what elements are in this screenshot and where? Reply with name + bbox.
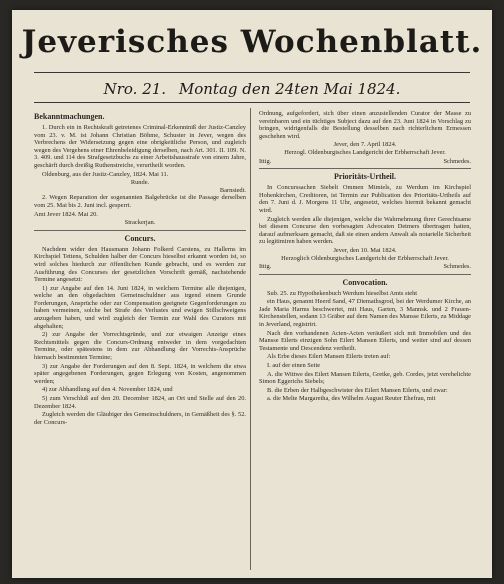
signature-left: Ittig.	[259, 263, 272, 271]
concurs-paragraph: 3) zur Angabe der Forderungen auf den 8. Sept. 1824, in welchem die etwa später angegebenen Forderungen, gegen Erlegung von Kosten, angenommen werden;	[34, 362, 246, 385]
notice-signature-row	[34, 211, 246, 219]
divider	[34, 230, 246, 231]
divider	[259, 168, 471, 169]
masthead-title: Jeverisches Wochenblatt.	[21, 24, 483, 60]
signature-left: Ittig.	[259, 157, 272, 165]
notice-signer-top: Barnstedt.	[219, 186, 246, 194]
issue-date: Montag den 24ten Mai 1824.	[178, 80, 401, 98]
concurs-paragraph: Zugleich werden die Gläubiger des Gemeinschuldners, in Gemäßheit des §. 52. der Concurs-	[34, 411, 246, 426]
signature-date: Jever, den 10. Mai 1824.	[333, 246, 397, 254]
convocation-list-item: a. die Melte Margaretha, des Wilhelm August Reuter Ehefrau, mit	[267, 395, 436, 403]
issue-number: Nro. 21.	[103, 80, 167, 98]
concurs-paragraph: 4) zur Abhandlung auf den 4. November 1824, und	[42, 386, 173, 394]
convocation-paragraph: ein Haus, genannt Heerd Sand, 47 Diemathsgrod, bei der Werdumer Kirche, an Jade Maria Harms beschwertet, mit Haus, Garten, 3 Mannsk. und 2 Frauen-Kirchenstellen, sodann 13 Gräber auf dem Namen des Mansse Eilerts, zu Middage in Jeverland, registrirt.	[259, 298, 471, 329]
signature-right: Schmedes.	[443, 157, 471, 165]
notice-paragraph: 2. Wegen Reparation der sogenannten Balgebrücke ist die Passage derselben vom 25. Mai bis 2. Juni incl. gesperrt.	[34, 194, 246, 209]
left-column	[34, 110, 246, 427]
convocation-list-item: A. die Wittwe des Eilert Mansen Eilerts, Gretke, geb. Cordes, jetzt verehelichte Simon Eggerichs Siebels;	[259, 370, 471, 386]
notice-place-date: Amt Jever 1824. Mai 20.	[34, 210, 98, 218]
concurs-paragraph: 1) zur Angabe auf den 14. Juni 1824, in welchem Termine alle diejenigen, welche an den obgedachten Gemeinschuldner aus irgend einem Grunde Forderungen, Ansprüche oder zur Compensation geeignete Gegenforderungen zu haben vermeinen, solche bei Strafe des Verlustes und ewigen Stillschweigens anzugeben haben, und wird zugleich der Termin zur Wahl des Curators mit abgehalten;	[34, 284, 246, 330]
section-title-convocation: Convocation.	[342, 277, 388, 287]
convocation-paragraph: Sub. 25. zu Hypothekenbuch Werdum hieselbst Amts steht	[267, 289, 418, 297]
issue-rule	[34, 102, 470, 103]
signature-court: Herzoglich Oldenburgisches Landgericht der Erbherrschaft Jever.	[281, 254, 449, 262]
section-title-concurs: Concurs.	[124, 233, 156, 243]
column-divider	[250, 108, 251, 570]
concurs-paragraph: 2) zur Angabe der Vorrechtsgründe, und zur etwaigen Anzeige eines Rechtsmittels gegen die Concurs-Ordnung entweder in dem vorgedachten Termine, oder spätestens in dem zur Abhandlung der Vorrechts-Ansprüche hiernach bestimmten Termine;	[34, 331, 246, 362]
concurs-paragraph: Nachdem wider den Hausmann Johann Folkerd Carstens, zu Hallerns im Kirchspiel Tettens, Schulden halber der Concurs hieselbst erkannt worden ist, so wird solches hiedurch zur öffentlichen Kunde gebracht, und es werden zur Ausführung des Concurses der gesetzlichen Vorschrift gemäß, nachstehende Termine angesetzt:	[34, 245, 246, 284]
notice-signer: Strackerjan.	[124, 219, 156, 227]
concurs-paragraph: 5) zum Verschluß auf den 20. December 1824, an Ort und Stelle auf den 20. Dezember 1824.	[34, 395, 246, 410]
issue-line	[12, 80, 492, 98]
convocation-list-item: B. die Erben der Halbgeschwister des Eilert Mansen Eilerts, und zwar:	[267, 386, 448, 394]
convocation-paragraph: Als Erbe dieses Eilert Mansen Eilerts treten auf:	[267, 353, 391, 361]
divider	[259, 274, 471, 275]
signature-row	[259, 158, 471, 166]
right-column	[259, 110, 471, 404]
signature-row	[259, 263, 471, 271]
section-title-prioritaets-urtheil: Prioritäts-Urtheil.	[334, 172, 396, 182]
priority-paragraph: Zugleich werden alle diejenigen, welche die Wahrnehmung ihrer Gerechtsame bei diesem Concurse den vorbesagten Advocaten Detmers übertragen hatten, darauf aufmerksam gemacht, daß sie einen andern Anwalt als notarielle Sicherheit zu legitimiren haben werden.	[259, 215, 471, 246]
notice-paragraph: 1. Durch ein in Rechtskraft getretenes Criminal-Erkenntniß der Justiz-Canzley vom 23. v. M. ist Johann Christian Böhme, Schuster in Jever, wegen des Verbrechens der Widersetzung gegen eine obrigkeitliche Person, und zugleich wegen des Vergehens einer Ehrenbeleidigung derselben, nach Art. 301. II. 109. N. 3. 409. und 114 des Strafgesetzbuchs zu einer Arbeitshausstrafe von einem Jahre, geschärft durch dreißig Ruthenstreiche, verurtheilt worden.	[34, 124, 246, 169]
concurs-continued: Ordnung, aufgefordert, sich über einen anzustellenden Curator der Masse zu vereinbaren und ein tüchtiges Subject dazu auf den 23. Juni 1824 in Vorschlag zu bringen, widrigenfalls die Bestellung desselben nach richterlichem Ermessen geschehen wird.	[259, 110, 471, 140]
convocation-list-item: I. auf der einen Seite	[267, 362, 321, 370]
priority-paragraph: In Concurssachen Siebelt Ommen Mimiels, zu Werdum im Kirchspiel Hohenkirchen, Creditoren, ist Termin zur Publication des Prioritäts-Urtheils auf den 7. Juni d. J. Morgens 11 Uhr, angesetzt, welches hiermit bekannt gemacht wird.	[259, 184, 471, 214]
masthead-rule	[34, 72, 470, 73]
signature-court: Herzogl. Oldenburgisches Landgericht der Erbherrschaft Jever.	[284, 148, 446, 156]
signature-right: Schmedes.	[443, 263, 471, 271]
signature-date: Jever, den 7. April 1824.	[333, 141, 397, 149]
notice-signature: Oldenburg, aus der Justiz-Canzley, 1824. Mai 11.	[42, 170, 169, 178]
notice-signer: Runde.	[130, 179, 150, 187]
convocation-paragraph: Nach den vorhandenen Acten-Acten veräußert sich mit Immobilen und des Mansse Eilerts einzigen Sohn Eilert Mansen Eilerts, und weiter sind auf dessen Testamente und Descendenz vertheilt.	[259, 329, 471, 352]
newspaper-page	[12, 10, 492, 578]
section-title-bekanntmachungen: Bekanntmachungen.	[34, 112, 105, 121]
